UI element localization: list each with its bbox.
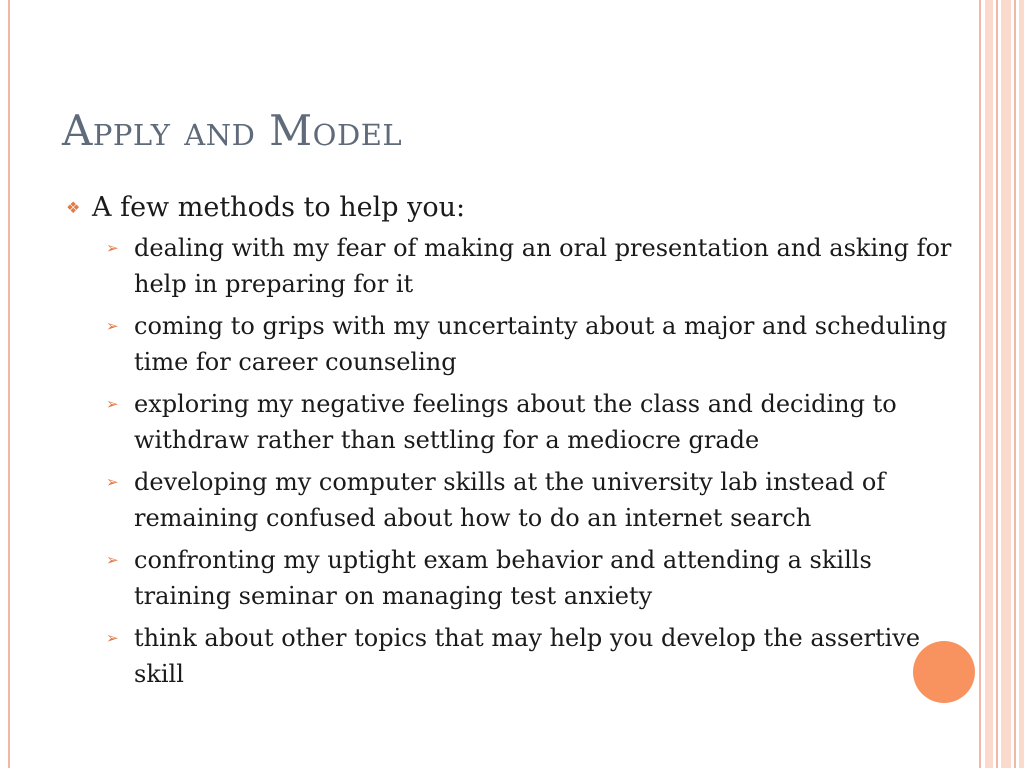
arrow-bullet-icon: ➢ xyxy=(106,629,119,647)
sub-bullet-item xyxy=(62,464,962,536)
arrow-bullet-icon: ➢ xyxy=(106,551,119,569)
main-bullet-text: A few methods to help you: xyxy=(92,192,466,223)
sub-bullet-list xyxy=(62,230,962,692)
main-bullet-item xyxy=(62,190,962,226)
sub-bullet-item xyxy=(62,230,962,302)
sub-bullet-text: coming to grips with my uncertainty about a major and scheduling time for career counseling xyxy=(134,312,948,376)
sub-bullet-text: dealing with my fear of making an oral presentation and asking for help in preparing for it xyxy=(134,234,952,298)
slide-title: Apply and Model xyxy=(62,106,403,155)
diamond-bullet-icon: ❖ xyxy=(66,198,81,217)
band-stripe xyxy=(979,0,981,768)
sub-bullet-text: think about other topics that may help you develop the assertive skill xyxy=(134,624,921,688)
sub-bullet-item xyxy=(62,542,962,614)
sub-bullet-item xyxy=(62,620,962,692)
slide-body xyxy=(62,190,962,698)
left-frame-line xyxy=(8,0,10,768)
sub-bullet-item xyxy=(62,386,962,458)
arrow-bullet-icon: ➢ xyxy=(106,239,119,257)
arrow-bullet-icon: ➢ xyxy=(106,395,119,413)
sub-bullet-text: confronting my uptight exam behavior and attending a skills training seminar on managing test anxiety xyxy=(134,546,872,610)
band-stripe xyxy=(1019,0,1024,768)
band-stripe xyxy=(996,0,998,768)
sub-bullet-text: exploring my negative feelings about the class and deciding to withdraw rather than settling for a mediocre grade xyxy=(134,390,897,454)
arrow-bullet-icon: ➢ xyxy=(106,473,119,491)
arrow-bullet-icon: ➢ xyxy=(106,317,119,335)
band-stripe xyxy=(985,0,993,768)
band-stripe xyxy=(1014,0,1016,768)
orange-circle-decoration xyxy=(913,641,975,703)
band-stripe xyxy=(1001,0,1011,768)
right-decorative-band xyxy=(979,0,1024,768)
sub-bullet-item xyxy=(62,308,962,380)
sub-bullet-text: developing my computer skills at the university lab instead of remaining confused about how to do an internet search xyxy=(134,468,886,532)
